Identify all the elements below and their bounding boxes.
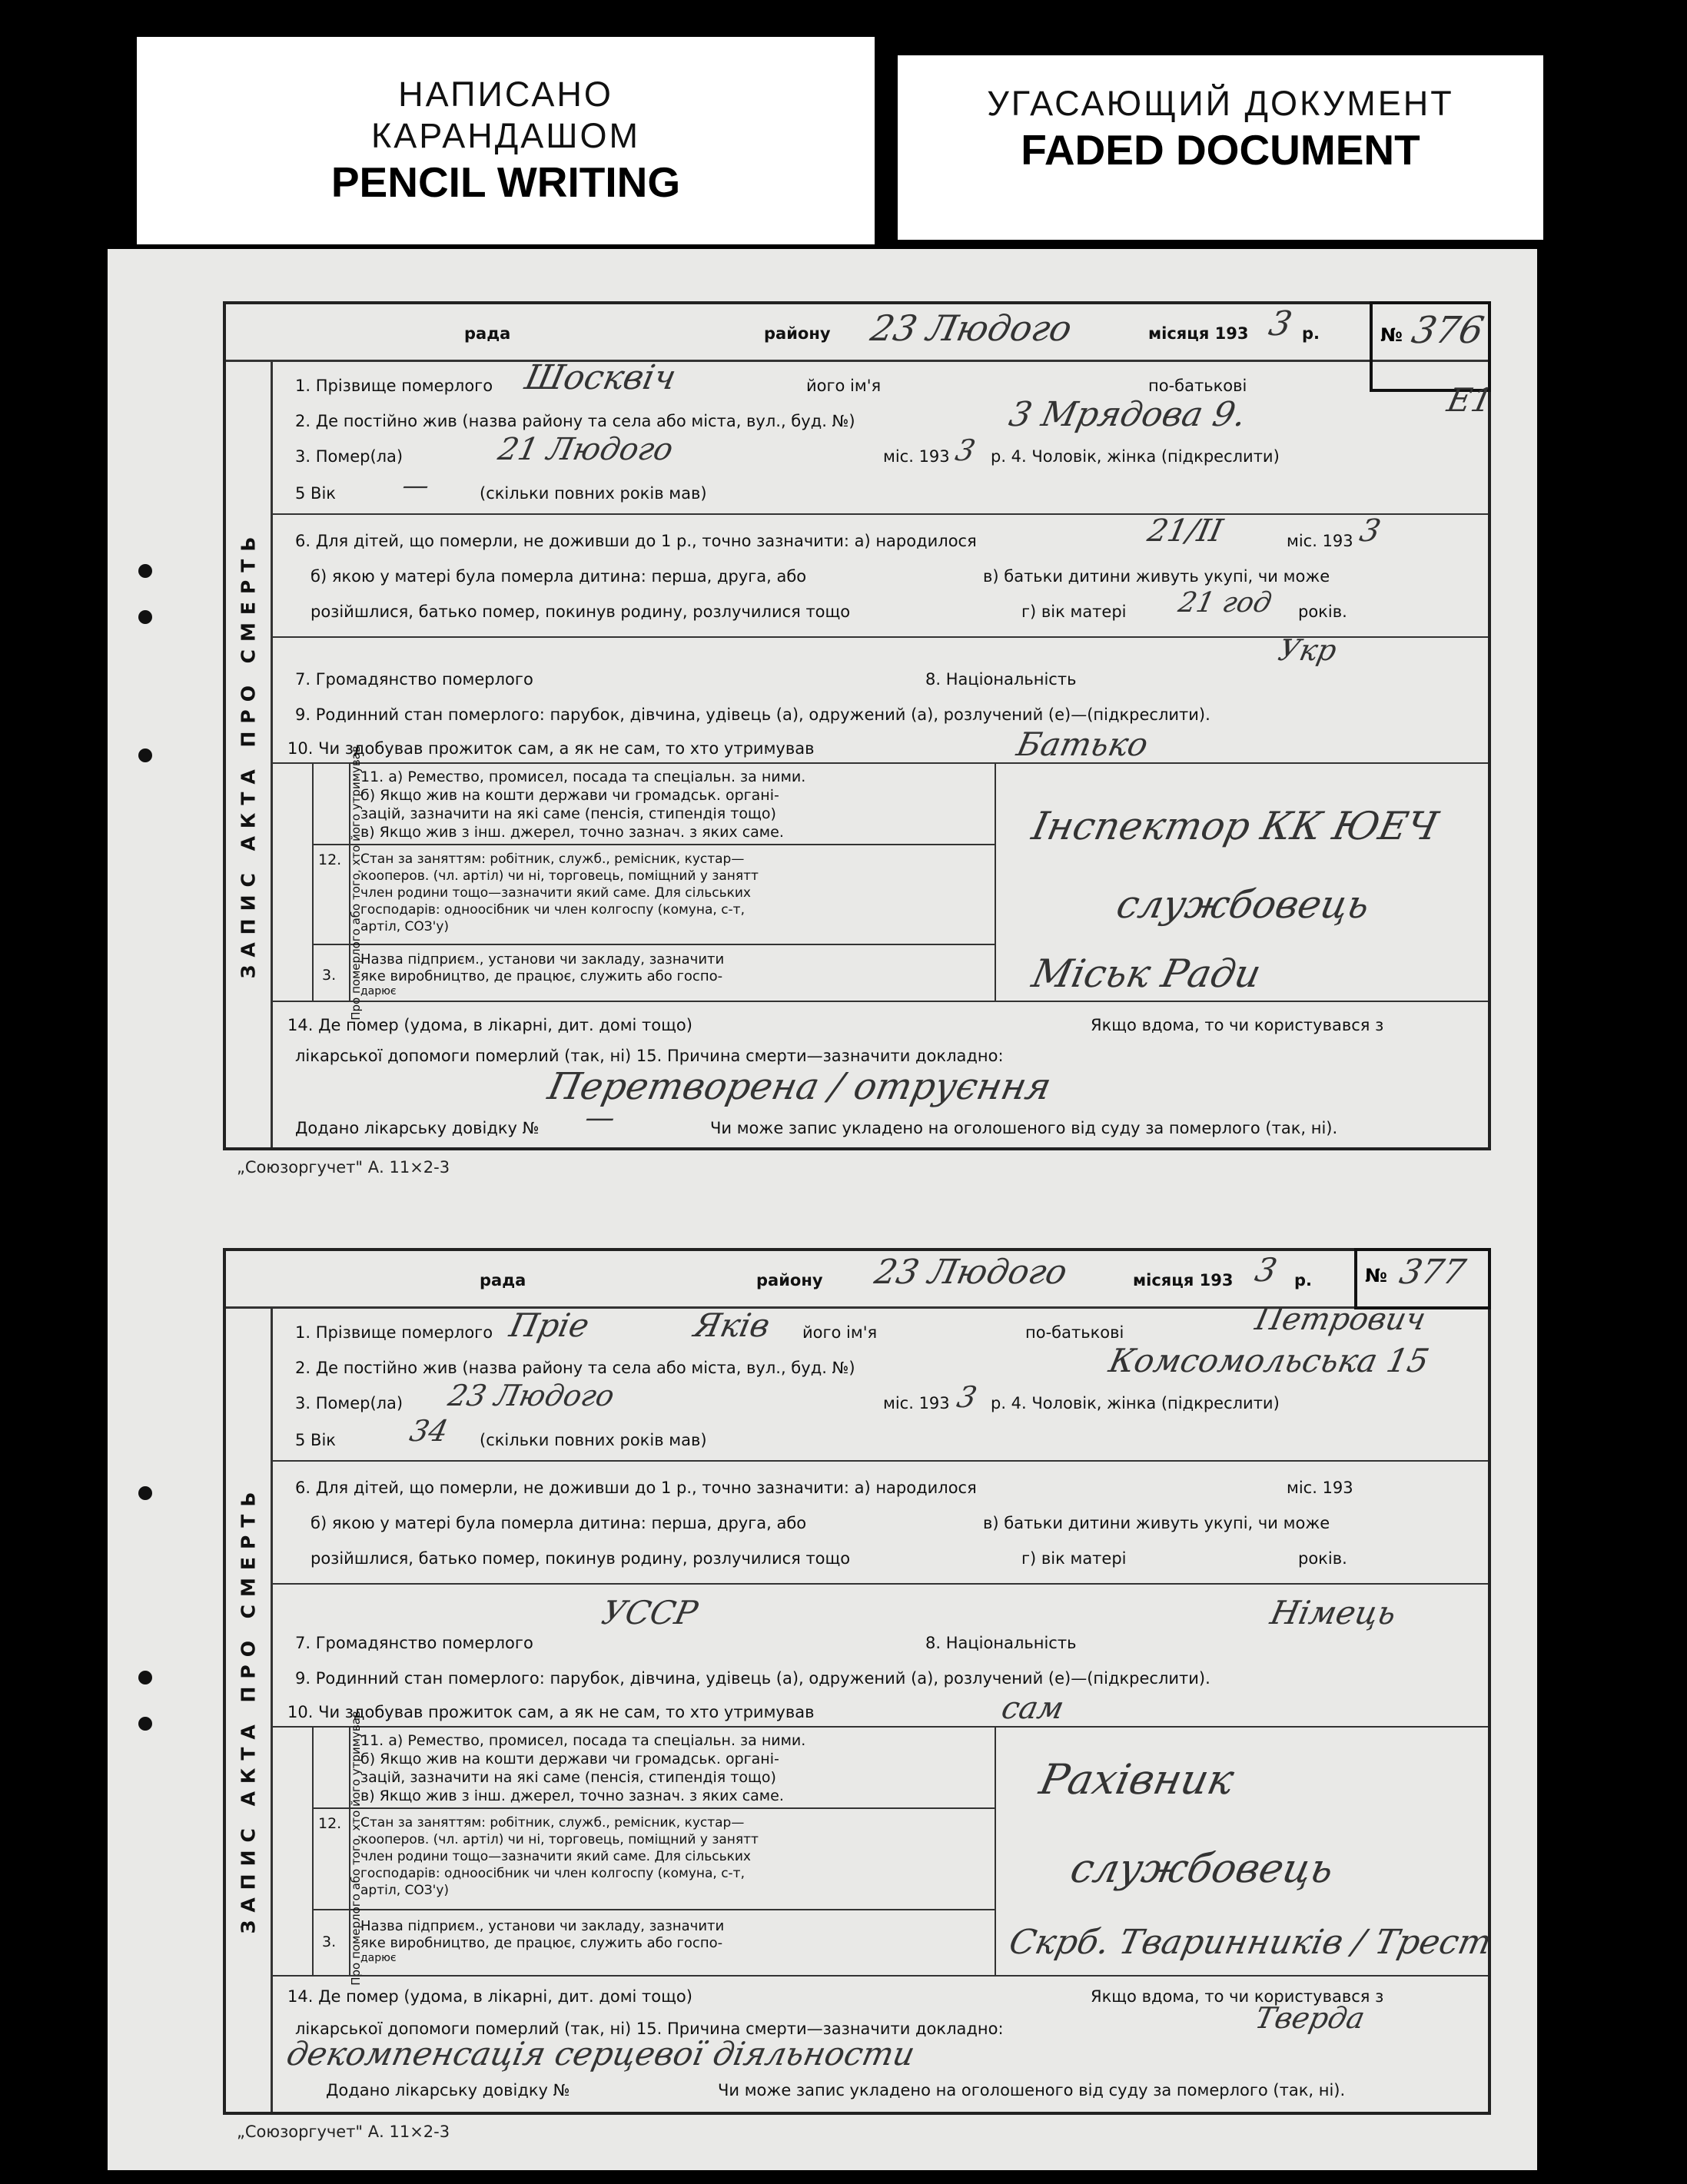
month-label: місяця 193 bbox=[1133, 1271, 1234, 1289]
field-12-label: 12. bbox=[318, 1815, 342, 1832]
field-1-label: 1. Прізвище померлого bbox=[295, 1323, 493, 1342]
field-14b-label: Якщо вдома, то чи користувався з bbox=[1091, 1987, 1384, 2006]
field-12b-label: кооперов. (чл. артіл) чи ні, торговець, поміщний у занятт bbox=[360, 1832, 759, 1847]
hw-death-year: 3 bbox=[952, 433, 978, 467]
divider bbox=[272, 1975, 1488, 1977]
field-13-label: 3. bbox=[322, 967, 337, 984]
field-3-month-label: міс. 193 bbox=[883, 1394, 950, 1412]
field-6b-label: б) якою у матері була померла дитина: перша, друга, або bbox=[311, 1514, 807, 1532]
field-9-label: 9. Родинний стан померлого: парубок, дівчина, удівець (а), одружений (а), розлучений (е)—(підкреслити). bbox=[295, 1669, 1210, 1688]
field-6f-label: років. bbox=[1298, 1549, 1347, 1568]
pencil-label-en: PENCIL WRITING bbox=[330, 158, 681, 206]
faded-document-label bbox=[898, 55, 1543, 240]
field-2-label: 2. Де постійно жив (назва району та села або міста, вул., буд. №) bbox=[295, 412, 855, 430]
punch-hole bbox=[138, 1486, 152, 1500]
field-3-month-label: міс. 193 bbox=[883, 447, 950, 466]
divider bbox=[272, 1726, 1488, 1728]
divider bbox=[272, 1583, 1488, 1585]
field-4-label: р. 4. Чоловік, жінка (підкреслити) bbox=[991, 447, 1280, 466]
punch-hole bbox=[138, 564, 152, 578]
field-12e-label: артіл, СОЗ'у) bbox=[360, 919, 450, 934]
faded-label-en: FADED DOCUMENT bbox=[1021, 126, 1420, 174]
field-7-label: 7. Громадянство померлого bbox=[295, 1634, 533, 1652]
field-11c-label: зацій, зазначити на які саме (пенсія, стипендія тощо) bbox=[360, 1769, 776, 1786]
punch-hole bbox=[138, 1717, 152, 1731]
hw-nationality: Укр bbox=[1275, 633, 1340, 667]
side-title-strip bbox=[226, 360, 273, 1147]
field-6-month-label: міс. 193 bbox=[1287, 532, 1353, 550]
hw-date: 23 Людого bbox=[871, 1253, 1071, 1292]
record-number-box bbox=[1370, 301, 1491, 392]
raionu-label: району bbox=[756, 1271, 823, 1289]
field-1-label: 1. Прізвище померлого bbox=[295, 377, 493, 395]
hw-surname: Пріе bbox=[506, 1306, 593, 1344]
divider bbox=[312, 944, 995, 945]
field-15-label: лікарської допомоги померлий (так, ні) 15. Причина смерти—зазначити докладно: bbox=[295, 1047, 1004, 1065]
hw-name: Яків bbox=[690, 1306, 774, 1344]
side-title: ЗАПИС АКТА ПРО СМЕРТЬ bbox=[237, 1484, 260, 1934]
hw-age: 34 bbox=[407, 1414, 452, 1448]
hw-occupation: Рахівник bbox=[1035, 1755, 1238, 1804]
field-8-label: 8. Національність bbox=[925, 670, 1077, 689]
field-16b-label: Чи може запис укладено на оголошеного від суду за померлого (так, ні). bbox=[718, 2081, 1346, 2099]
divider bbox=[272, 513, 1488, 515]
field-6e-label: г) вік матері bbox=[1021, 1549, 1127, 1568]
field-12b-label: кооперов. (чл. артіл) чи ні, торговець, поміщний у занятт bbox=[360, 868, 759, 884]
field-6-label: 6. Для дітей, що померли, не доживши до 1 р., точно зазначити: а) народилося bbox=[295, 532, 977, 550]
field-6f-label: років. bbox=[1298, 602, 1347, 621]
field-6d-label: розійшлися, батько помер, покинув родину, розлучилися тощо bbox=[311, 602, 851, 621]
field-12c-label: член родини тощо—зазначити який саме. Для сільських bbox=[360, 1849, 751, 1864]
divider bbox=[272, 1001, 1488, 1002]
field-8-label: 8. Національність bbox=[925, 1634, 1077, 1652]
pencil-writing-label bbox=[137, 37, 875, 244]
field-6d-label: розійшлися, батько помер, покинув родину, розлучилися тощо bbox=[311, 1549, 851, 1568]
field-16-label: Додано лікарську довідку № bbox=[295, 1119, 540, 1137]
punch-hole bbox=[138, 1671, 152, 1684]
side-sub-label: Про померлого або того, хто його утримував bbox=[348, 745, 363, 1021]
hw-workplace: Міськ Ради bbox=[1028, 951, 1265, 996]
record-number-box bbox=[1354, 1248, 1491, 1309]
r-label: р. bbox=[1294, 1271, 1313, 1289]
divider bbox=[272, 762, 1488, 764]
field-13b-label: яке виробництво, де працює, служить або госпо- bbox=[360, 968, 723, 984]
document-page bbox=[108, 249, 1537, 2170]
field-6c-label: в) батьки дитини живуть укупі, чи може bbox=[983, 567, 1330, 586]
field-11c-label: зацій, зазначити на які саме (пенсія, стипендія тощо) bbox=[360, 805, 776, 822]
pencil-label-ru-1: НАПИСАНО bbox=[398, 75, 613, 114]
hw-record-number: 377 bbox=[1396, 1253, 1469, 1292]
field-16b-label: Чи може запис укладено на оголошеного від суду за померлого (так, ні). bbox=[710, 1119, 1338, 1137]
hw-mother-age: 21 год bbox=[1175, 587, 1275, 619]
field-6c-label: в) батьки дитини живуть укупі, чи може bbox=[983, 1514, 1330, 1532]
field-1-name-label: його ім'я bbox=[802, 1323, 878, 1342]
field-4-label: р. 4. Чоловік, жінка (підкреслити) bbox=[991, 1394, 1280, 1412]
field-13a-label: Назва підприєм., установи чи закладу, зазначити bbox=[360, 1918, 725, 1934]
rada-label: рада bbox=[464, 324, 511, 343]
field-16-label: Додано лікарську довідку № bbox=[326, 2081, 570, 2099]
field-11b-label: б) Якщо жив на кошти держави чи громадськ. органі- bbox=[360, 787, 779, 804]
divider bbox=[272, 1460, 1488, 1462]
field-11a-label: 11. а) Ремество, промисел, посада та спеціальн. за ними. bbox=[360, 768, 806, 785]
side-title-strip bbox=[226, 1306, 273, 2112]
hw-patronymic: Петрович bbox=[1252, 1302, 1429, 1337]
r-label: р. bbox=[1302, 324, 1320, 343]
field-13c-label: дарює bbox=[360, 985, 397, 997]
field-11a-label: 11. а) Ремество, промисел, посада та спеціальн. за ними. bbox=[360, 1732, 806, 1749]
hw-record-number: 376 bbox=[1408, 309, 1488, 352]
divider bbox=[312, 1909, 995, 1910]
death-record-form-top bbox=[223, 301, 1496, 1150]
form-header bbox=[226, 304, 1488, 362]
hw-number-mark: Е1 bbox=[1443, 381, 1496, 419]
hw-workplace: Скрб. Тваринників / Трест bbox=[1005, 1923, 1496, 1962]
form-code-bottom: „Союзоргучет" А. 11×2-3 bbox=[237, 2123, 450, 2141]
field-5-hint: (скільки повних років мав) bbox=[480, 1431, 707, 1449]
faded-label-ru: УГАСАЮЩИЙ ДОКУМЕНТ bbox=[987, 84, 1454, 123]
hw-address: 3 Мрядова 9. bbox=[1005, 395, 1250, 434]
field-14-label: 14. Де помер (удома, в лікарні, дит. домі тощо) bbox=[287, 1016, 692, 1034]
field-1-name-label: його ім'я bbox=[806, 377, 882, 395]
field-11b-label: б) Якщо жив на кошти держави чи громадськ. органі- bbox=[360, 1751, 779, 1767]
divider bbox=[312, 762, 314, 1001]
number-sign: № bbox=[1365, 1265, 1387, 1286]
form-header bbox=[226, 1251, 1488, 1309]
field-6-label: 6. Для дітей, що померли, не доживши до 1 р., точно зазначити: а) народилося bbox=[295, 1479, 977, 1497]
field-13b-label: яке виробництво, де працює, служить або госпо- bbox=[360, 1935, 723, 1951]
field-5-label: 5 Вік bbox=[295, 484, 336, 503]
field-5-hint: (скільки повних років мав) bbox=[480, 484, 707, 503]
field-6-month-label: міс. 193 bbox=[1287, 1479, 1353, 1497]
field-2-label: 2. Де постійно жив (назва району та села або міста, вул., буд. №) bbox=[295, 1359, 855, 1377]
field-11d-label: в) Якщо жив з інш. джерел, точно зазнач. з яких саме. bbox=[360, 824, 784, 841]
field-15-label: лікарської допомоги померлий (так, ні) 15. Причина смерти—зазначити докладно: bbox=[295, 2020, 1004, 2038]
field-6b-label: б) якою у матері була померла дитина: перша, друга, або bbox=[311, 567, 807, 586]
hw-supported: сам bbox=[998, 1691, 1068, 1726]
hw-nationality: Німець bbox=[1267, 1594, 1400, 1631]
punch-hole bbox=[138, 610, 152, 624]
hw-cause: Перетворена / отруєння bbox=[544, 1065, 1055, 1108]
month-label: місяця 193 bbox=[1148, 324, 1249, 343]
field-3-label: 3. Помер(ла) bbox=[295, 1394, 403, 1412]
field-5-label: 5 Вік bbox=[295, 1431, 336, 1449]
divider bbox=[312, 1807, 995, 1809]
hw-status: службовець bbox=[1066, 1846, 1338, 1892]
hw-cause-2: декомпенсація серцевої діяльности bbox=[283, 2035, 918, 2073]
field-12a-label: Стан за заняттям: робітник, служб., ремісник, кустар— bbox=[360, 1815, 745, 1831]
field-13c-label: дарює bbox=[360, 1952, 397, 1964]
side-sub-label: Про померлого або того, хто його утримував bbox=[348, 1711, 363, 1986]
hw-status: службовець bbox=[1112, 882, 1374, 927]
field-7-label: 7. Громадянство померлого bbox=[295, 670, 533, 689]
divider bbox=[995, 1726, 996, 1975]
field-12e-label: артіл, СОЗ'у) bbox=[360, 1883, 450, 1898]
field-1-patronymic-label: по-батькові bbox=[1025, 1323, 1124, 1342]
hw-supported: Батько bbox=[1013, 725, 1152, 763]
side-title: ЗАПИС АКТА ПРО СМЕРТЬ bbox=[237, 529, 260, 978]
hw-year: 3 bbox=[1251, 1251, 1280, 1289]
field-14-label: 14. Де помер (удома, в лікарні, дит. домі тощо) bbox=[287, 1987, 692, 2006]
field-10-label: 10. Чи здобував прожиток сам, а як не сам, то хто утримував bbox=[287, 739, 815, 758]
death-record-form-bottom bbox=[223, 1248, 1496, 2115]
punch-hole bbox=[138, 748, 152, 762]
field-1-patronymic-label: по-батькові bbox=[1148, 377, 1247, 395]
hw-occupation: Інспектор КК ЮЕЧ bbox=[1028, 804, 1443, 848]
field-12c-label: член родини тощо—зазначити який саме. Для сільських bbox=[360, 885, 751, 901]
field-13a-label: Назва підприєм., установи чи закладу, зазначити bbox=[360, 951, 725, 968]
field-12d-label: господарів: одноосібник чи член колгоспу (комуна, с-т, bbox=[360, 902, 745, 918]
hw-date: 23 Людого bbox=[867, 307, 1076, 349]
divider bbox=[995, 762, 996, 1001]
number-sign: № bbox=[1380, 324, 1403, 346]
field-13-label: 3. bbox=[322, 1933, 337, 1950]
field-12a-label: Стан за заняттям: робітник, служб., ремісник, кустар— bbox=[360, 851, 745, 867]
field-12d-label: господарів: одноосібник чи член колгоспу (комуна, с-т, bbox=[360, 1866, 745, 1881]
field-6e-label: г) вік матері bbox=[1021, 602, 1127, 621]
hw-death-year: 3 bbox=[954, 1380, 980, 1414]
hw-born-year: 3 bbox=[1357, 513, 1384, 549]
field-3-label: 3. Помер(ла) bbox=[295, 447, 403, 466]
hw-death-date: 23 Людого bbox=[445, 1379, 618, 1412]
hw-cause-1: Тверда bbox=[1252, 2001, 1368, 2035]
hw-death-date: 21 Людого bbox=[495, 432, 676, 467]
field-9-label: 9. Родинний стан померлого: парубок, дівчина, удівець (а), одружений (а), розлучений (е)—(підкреслити). bbox=[295, 705, 1210, 724]
form-code-top: „Союзоргучет" А. 11×2-3 bbox=[237, 1158, 450, 1177]
hw-age: — bbox=[399, 470, 433, 501]
field-12-label: 12. bbox=[318, 851, 342, 868]
hw-address: Комсомольська 15 bbox=[1105, 1342, 1433, 1379]
hw-certificate: — bbox=[582, 1100, 619, 1134]
hw-born: 21/II bbox=[1144, 513, 1226, 549]
field-14b-label: Якщо вдома, то чи користувався з bbox=[1091, 1016, 1384, 1034]
divider bbox=[312, 844, 995, 845]
hw-surname: Шосквіч bbox=[521, 358, 680, 397]
rada-label: рада bbox=[480, 1271, 526, 1289]
divider bbox=[312, 1726, 314, 1975]
pencil-label-ru-2: КАРАНДАШОМ bbox=[371, 116, 640, 155]
hw-year: 3 bbox=[1265, 304, 1296, 344]
hw-citizenship: УССР bbox=[598, 1594, 702, 1631]
raionu-label: району bbox=[764, 324, 831, 343]
field-11d-label: в) Якщо жив з інш. джерел, точно зазнач. з яких саме. bbox=[360, 1787, 784, 1804]
field-10-label: 10. Чи здобував прожиток сам, а як не сам, то хто утримував bbox=[287, 1703, 815, 1721]
